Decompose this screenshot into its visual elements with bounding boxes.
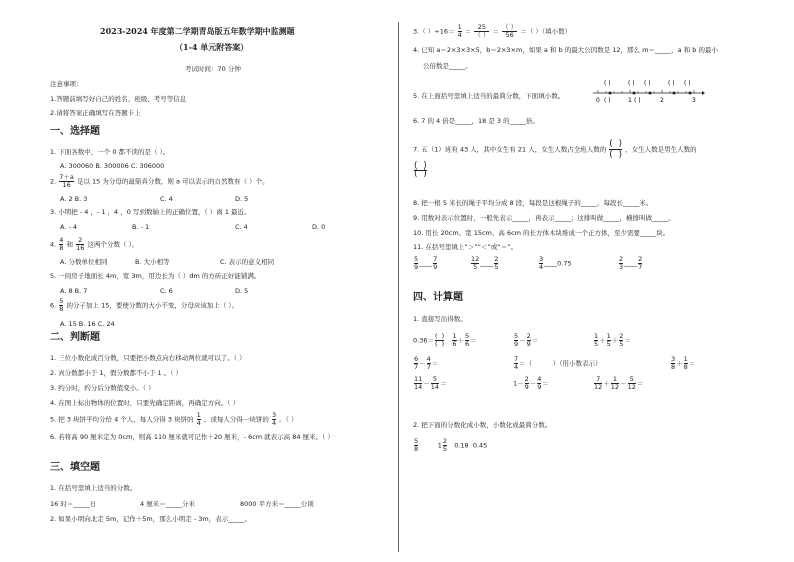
choice-q4-opt-a: A. 分数单位相同 (60, 258, 108, 266)
nl-tick-label: 0 (596, 97, 600, 104)
fill-q2: 2. 如果小明向北走 5m，记作＋5m，那么小明走 - 3m，表示_____。 (50, 515, 251, 523)
fill-q7: 7. 五（1）班有 43 人，其中女生有 21 人，女生人数占全班人数的 $\frac{( )}{( )}$ ，女生人数是男生人数的 (413, 139, 697, 160)
nl-top-label: ( ) (644, 80, 651, 87)
judge-q5: 5. 把 3 块饼平均分给 4 个人，每人分得 3 块饼的 $\frac{1}{4}$ ，或每人分得一块饼的 $\frac{3}{4}$ 。（ ） (50, 411, 298, 427)
choice-q6-options: A. 15 B. 16 C. 24 (60, 320, 115, 328)
nl-tick-label: 2 (660, 97, 664, 104)
notes-item-1: 1.答题前填写好自己的姓名、班级、考号等信息 (50, 95, 187, 103)
nl-top-label: ( ) (684, 80, 691, 87)
choice-q3-opt-c: C. 4 (235, 223, 248, 231)
nl-tick-label: 3 (692, 97, 696, 104)
choice-q5-opt-a: A. 8 B. 7 (60, 287, 88, 295)
nl-bottom-label: ( ) (604, 97, 611, 104)
choice-q5-opt-c: C. 6 (160, 287, 173, 295)
number-line-point (649, 92, 652, 95)
fill-q1-a: 16 时＝_____日 (50, 500, 97, 508)
nl-tick-label: 1 (628, 97, 632, 104)
judge-q3: 3. 约分时，约分后分数值变小。（ ） (50, 384, 155, 392)
calc-row-3c: $\frac{7}{12}$ ＋ $\frac{1}{12}$ － $\frac{5}{12}$ ＝ (594, 375, 644, 391)
fill-q4-cont: 公倍数是_____。 (423, 62, 472, 70)
calc-row-2b: $\frac{7}{4}$ ＝（ ）（用小数表示） (514, 355, 602, 371)
choice-q5-opt-d: D. 5 (235, 287, 249, 295)
calc-row-3b: 1－ $\frac{2}{9}$ － $\frac{4}{9}$ ＝ (513, 375, 549, 391)
number-line (590, 78, 705, 108)
exam-title: 2023-2024 年度第二学期青岛版五年数学期中监测题 (100, 26, 295, 36)
nl-bottom-label: ( ) (634, 97, 641, 104)
compare-2: $\frac{12}{5}$ ____ $\frac{2}{5}$ (471, 255, 499, 271)
column-divider (398, 22, 399, 552)
fill-q3: 3.（ ）÷16＝ $\frac{1}{4}$ ＝ $\frac{25}{( )}$ ＝ $\frac{( )}{56}$ ＝（ ）（填小数） (413, 23, 572, 39)
fill-q8: 8. 把一根 5 米长的绳子平均分成 8 段，每段是这根绳子的_____，每段长_____米。 (413, 199, 653, 207)
fill-q4: 4. 已知 a＝2×3×3×5，b＝2×3×m，如果 a 和 b 的最大公因数是 12，那么 m＝_____，a 和 b 的最小 (413, 46, 718, 54)
choice-q5: 5. 一间房子地面长 4m，宽 3m，用边长为（ ）dm 的方砖正好能铺满。 (50, 272, 261, 280)
section-4-title: 四、计算题 (413, 292, 463, 303)
choice-q3: 3. 小明把 - 4 ，- 1 ，4 ，0 写到数轴上的正确位置，（ ）离 1 最近。 (50, 208, 251, 216)
fraction: $\frac{25}{( )}$ (474, 23, 490, 39)
fraction: $\frac{1}{4}$ (196, 411, 201, 427)
judge-q1: 1. 三位小数化成百分数，只要把小数点向右移动两位就可以了。（ ） (50, 354, 246, 362)
compare-3: $\frac{3}{4}$ ____0.75 (539, 255, 572, 271)
number-line-point (673, 92, 676, 95)
calc-row-3a: $\frac{11}{14}$ － $\frac{5}{14}$ ＝ (414, 375, 447, 391)
choice-q6: 6. $\frac{5}{8}$ 的分子加上 15，要使分数的大小不变，分母应该加上（ ）。 (50, 297, 239, 313)
judge-q2: 2. 真分数都小于 1，假分数都不小于 1 。（ ） (50, 369, 183, 377)
section-2-title: 二、判断题 (50, 332, 100, 343)
fill-q1: 1. 在括号里填上适当的分数。 (50, 484, 137, 492)
fraction: $\frac{3}{4}$ (271, 411, 277, 427)
choice-q3-opt-d: D. 0 (312, 223, 326, 231)
choice-q4-opt-b: B. 大小相等 (135, 258, 170, 266)
fraction: $\frac{7+a}{16}$ (59, 173, 74, 189)
number-line-point (633, 92, 636, 95)
notes-item-2: 2.请将答案正确填写在答题卡上 (50, 109, 141, 117)
choice-q3-opt-b: B. - 1 (132, 223, 150, 231)
fraction: $\frac{4}{8}$ (59, 236, 64, 252)
section-3-title: 三、填空题 (50, 462, 100, 473)
right-column (408, 0, 768, 562)
calc-q2: 2. 把下面的分数化成小数，小数化成最简分数。 (413, 421, 552, 429)
calc-row-2c: $\frac{3}{8}$ ＋ $\frac{1}{8}$ ＝ (671, 355, 696, 371)
fill-q6: 6. 7 的 4 倍是_____，18 是 3 的_____倍。 (413, 117, 539, 125)
choice-q2-opt-a: A. 2 B. 3 (60, 195, 88, 203)
calc-row-1b: $\frac{5}{9}$ － $\frac{2}{9}$ ＝ (514, 332, 539, 348)
number-line-point (609, 92, 612, 95)
fraction: $\frac{2}{16}$ (76, 236, 85, 252)
compare-1: $\frac{5}{9}$ ____ $\frac{7}{9}$ (414, 255, 438, 271)
fill-q9: 9. 用数对表示位置时，一般先表示_____，再表示_____；这排叫做_____，横排叫做_____。 (413, 214, 675, 222)
blank-fraction: $\frac{( )}{( )}$ (609, 139, 623, 160)
judge-q4: 4. 在图上标出物体的位置时，只要先确定距离，再确定方向。（ ） (50, 399, 240, 407)
conv-items: $\frac{5}{8}$ 1 $\frac{2}{5}$ 0.18 0.45 (414, 437, 488, 453)
judge-q6: 6. 若将高 90 厘米定为 0cm，则高 110 厘米就可记作＋20 厘米，- 6cm 就表示高 84 厘米。（ ） (50, 433, 334, 441)
choice-q4-opt-c: C. 表示的意义相同 (220, 258, 275, 266)
fraction: $\frac{1}{4}$ (457, 23, 462, 39)
fraction: $\frac{5}{8}$ (59, 297, 64, 313)
section-1-title: 一、选择题 (50, 126, 100, 137)
calc-row-1: 0.36＝ $\frac{( )}{( )}$ $\frac{1}{6}$ ＋ $\frac{5}{6}$ ＝ (413, 332, 477, 348)
calc-q1: 1. 直接写出得数。 (413, 315, 467, 323)
fraction: $\frac{( )}{56}$ (502, 23, 518, 39)
choice-q2-opt-d: D. 5 (235, 195, 249, 203)
choice-q2-opt-c: C. 4 (160, 195, 173, 203)
exam-subtitle: （1-4 单元附答案） (175, 42, 249, 52)
fill-q1-b: 4 厘米＝_____分米 (140, 500, 195, 508)
exam-time: 考试时间：70 分钟 (185, 65, 241, 73)
choice-q1: 1. 下面各数中，一个 0 都不读的是（ ）。 (50, 148, 170, 156)
nl-top-label: ( ) (604, 80, 611, 87)
nl-top-label: ( ) (668, 80, 675, 87)
blank-fraction: $\frac{( )}{( )}$ (414, 161, 427, 179)
fill-q1-c: 8000 平方米＝_____公顷 (240, 500, 314, 508)
nl-top-label: ( ) (628, 80, 635, 87)
choice-q4: 4. $\frac{4}{8}$ 和 $\frac{2}{16}$ 这两个分数（ ）。 (50, 236, 139, 252)
number-line-point (689, 92, 692, 95)
choice-q3-opt-a: A. - 4 (60, 223, 78, 231)
fill-q10: 10. 用长 20cm、宽 15cm、高 6cm 的长方体木块堆成一个正方体，至少需要_____块。 (413, 229, 670, 237)
choice-q2: 2. $\frac{7+a}{16}$ 是以 15 为分母的最简真分数，则 a 可以表示的自然数有（ ）个。 (50, 173, 269, 189)
fill-q5: 5. 在上面括号里填上适当的最简分数，下面填小数。 (413, 92, 565, 100)
calc-row-2a: $\frac{6}{7}$ － $\frac{4}{7}$ ＝ (414, 355, 439, 371)
choice-q1-options: A. 300060 B. 300006 C. 306000 (60, 162, 165, 170)
left-column (40, 0, 390, 562)
fill-q11: 11. 在括号里填上“＞”“＜”或“＝”。 (413, 243, 518, 251)
calc-row-1c: $\frac{1}{5}$ ＋ $\frac{1}{5}$ ＋ $\frac{2}{5}$ ＝ (594, 332, 631, 348)
notes-heading: 注意事项： (50, 80, 83, 88)
compare-4: $\frac{2}{3}$ ____ $\frac{2}{7}$ (619, 255, 643, 271)
